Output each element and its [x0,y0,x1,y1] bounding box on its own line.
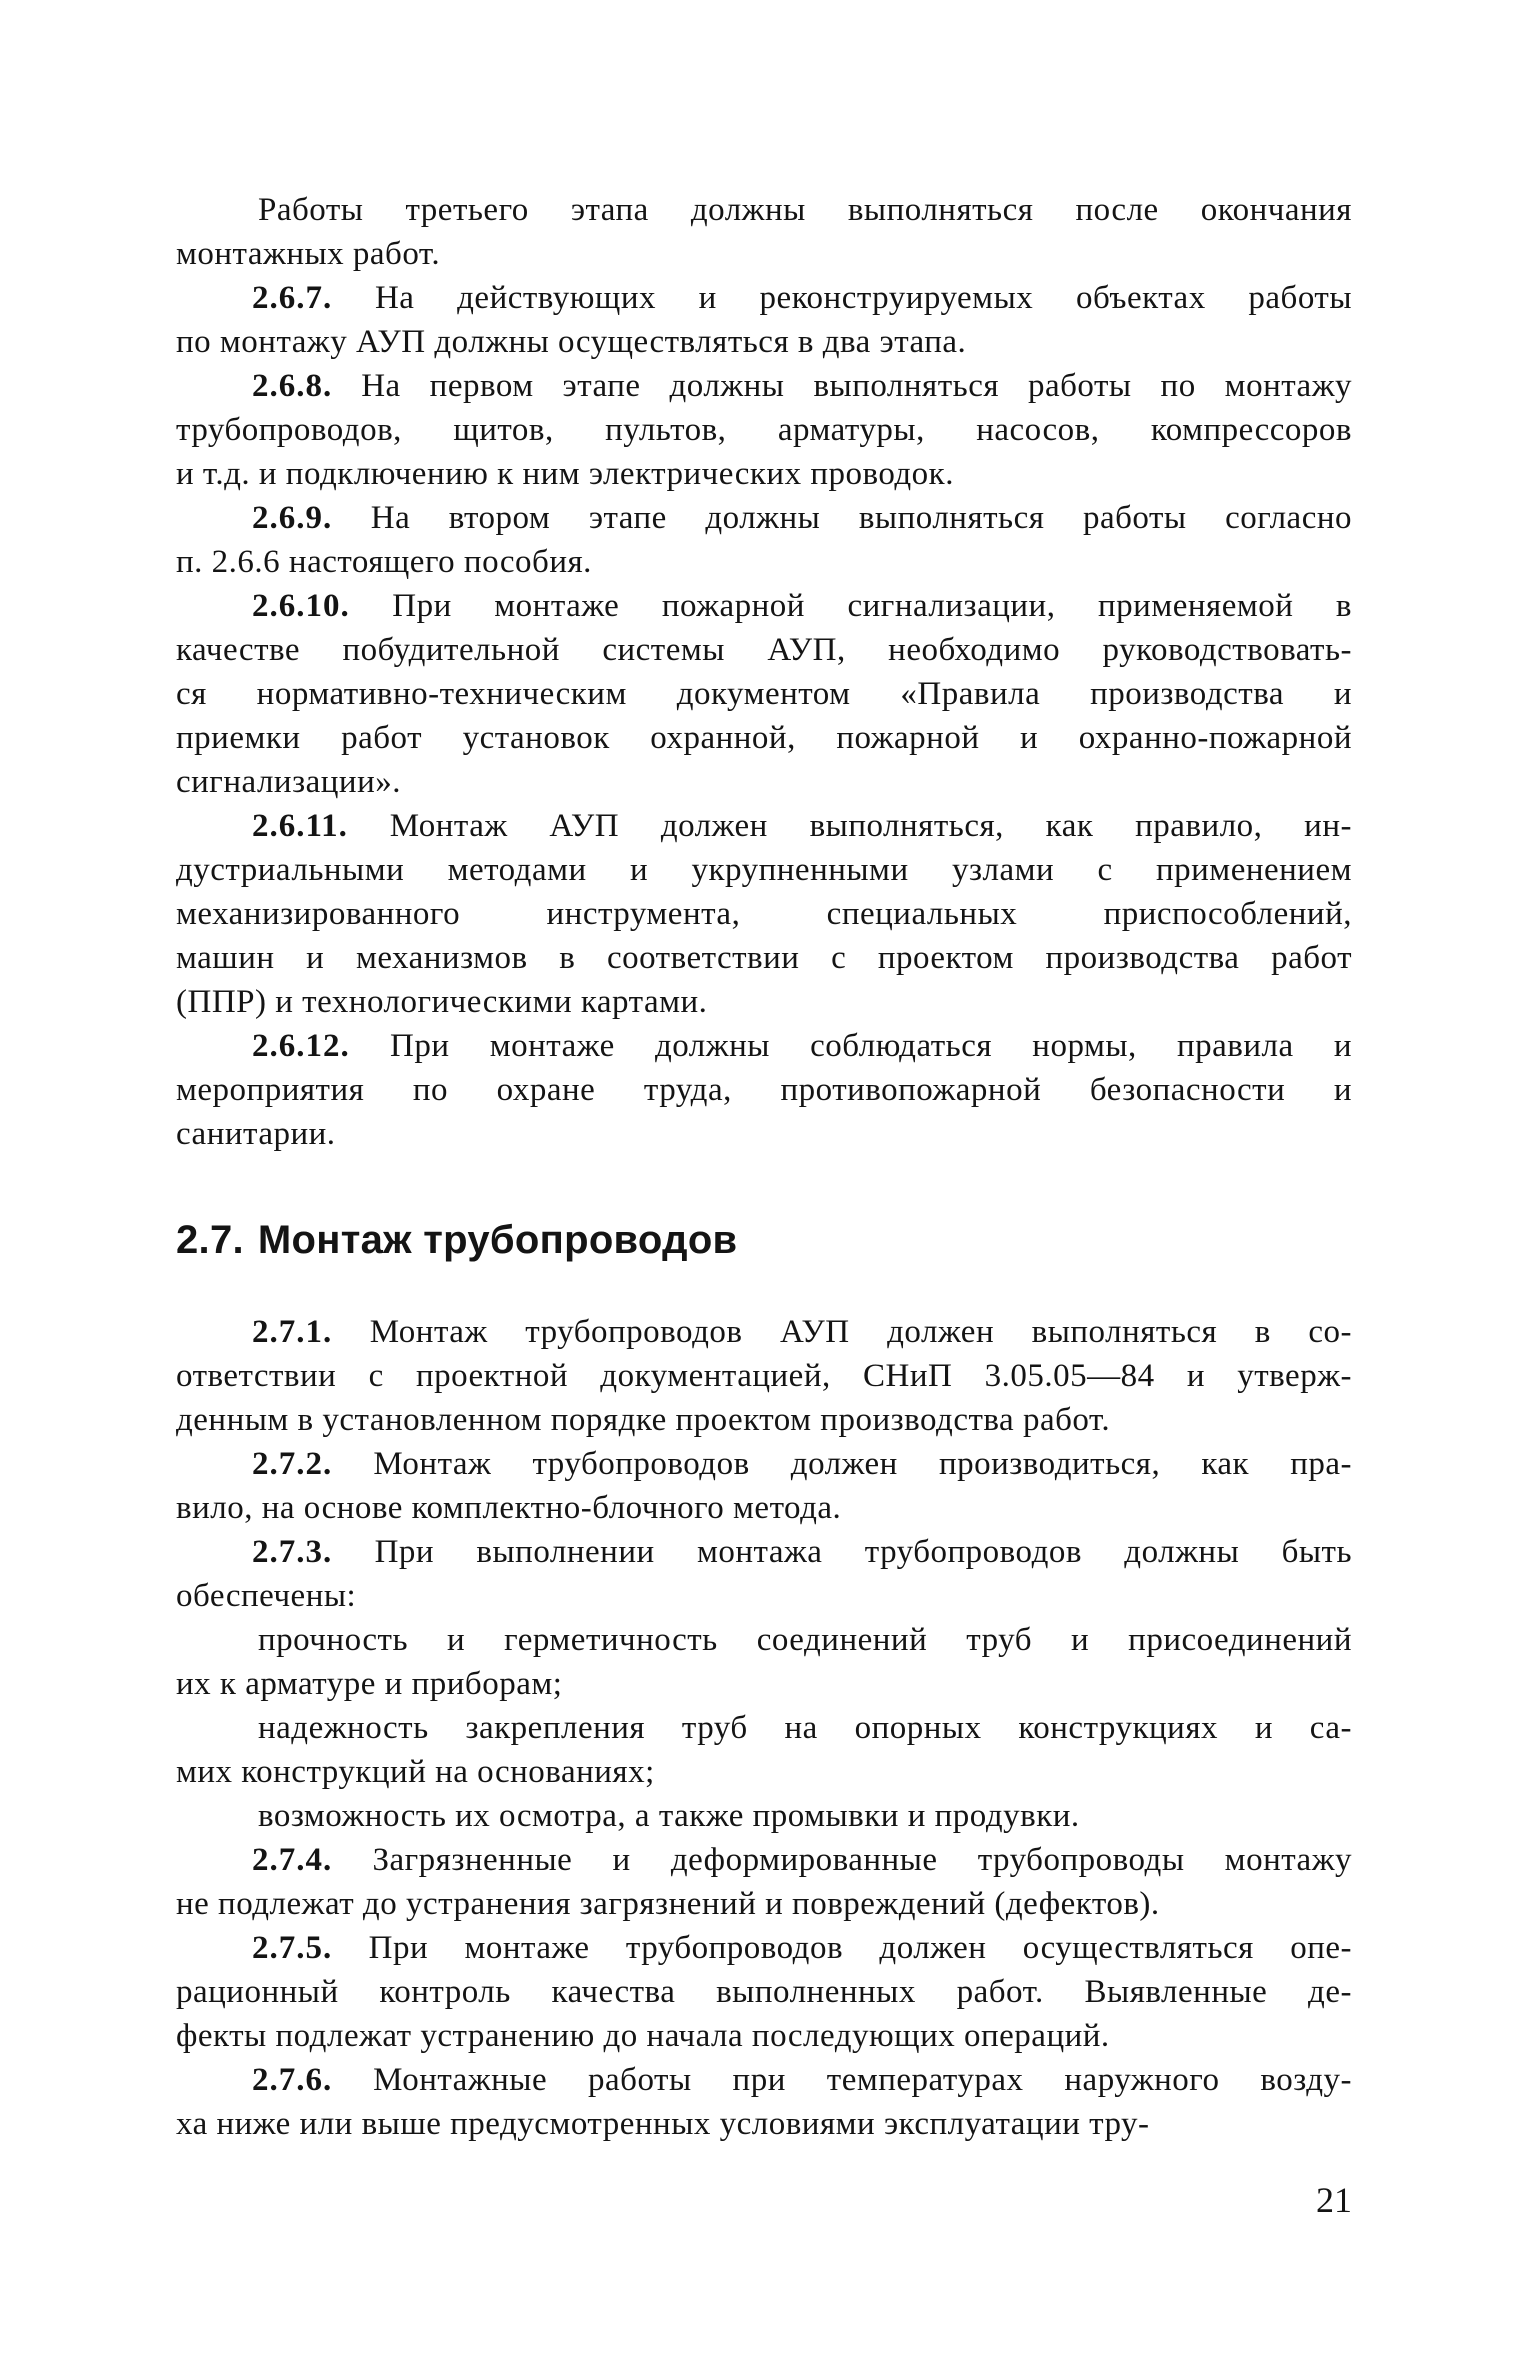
line-text: возможность их осмотра, а также промывки и продувки. [258,1798,1080,1834]
text-line [176,1112,1352,1156]
line-text: Монтаж трубопроводов АУП должен выполняться в со- [369,1314,1352,1350]
text-line [176,1882,1352,1926]
line-text: рационный контроль качества выполненных работ. Выявленные де- [176,1974,1352,2010]
paragraph [176,276,1352,364]
line-text: вило, на основе комплектно-блочного метода. [176,1490,842,1526]
text-line [176,1706,1352,1750]
line-text: мероприятия по охране труда, противопожарной безопасности и [176,1072,1352,1108]
line-text: не подлежат до устранения загрязнений и повреждений (дефектов). [176,1886,1160,1922]
text-line [176,1442,1352,1486]
text-line [176,1398,1352,1442]
line-text: прочность и герметичность соединений труб и присоединений [258,1622,1352,1658]
line-text: На первом этапе должны выполняться работы по монтажу [361,368,1352,404]
text-line [176,628,1352,672]
line-text: монтажных работ. [176,236,441,272]
paragraph-number: 2.7.6. [252,2062,333,2098]
line-text: механизированного инструмента, специальных приспособлений, [176,896,1352,932]
line-text: (ППР) и технологическими картами. [176,984,708,1020]
text-line [176,936,1352,980]
line-text: На втором этапе должны выполняться работы согласно [370,500,1352,536]
line-text: Монтаж АУП должен выполняться, как правило, ин- [389,808,1352,844]
section-heading [176,1214,1352,1266]
text-line [176,1574,1352,1618]
text-line [176,1068,1352,1112]
paragraph [176,1024,1352,1156]
line-text: Монтажные работы при температурах наружного возду- [373,2062,1352,2098]
line-text: п. 2.6.6 настоящего пособия. [176,544,592,580]
line-text: При монтаже должны соблюдаться нормы, правила и [389,1028,1352,1064]
line-text: При монтаже трубопроводов должен осуществляться опе- [368,1930,1352,1966]
line-text: и т.д. и подключению к ним электрических проводок. [176,456,954,492]
line-text: сигнализации». [176,764,401,800]
text-line [176,1838,1352,1882]
text-line [176,760,1352,804]
paragraph [176,364,1352,496]
paragraph [176,2058,1352,2146]
line-text: Загрязненные и деформированные трубопроводы монтажу [372,1842,1352,1878]
paragraph-number: 2.7.2. [252,1446,333,1482]
paragraph [176,1794,1352,1838]
paragraph [176,188,1352,276]
line-text: дустриальными методами и укрупненными узлами с применением [176,852,1352,888]
line-text: надежность закрепления труб на опорных конструкциях и са- [258,1710,1352,1746]
text-line [176,672,1352,716]
paragraph [176,1618,1352,1706]
paragraph [176,1530,1352,1618]
page-number: 21 [1316,2180,1352,2220]
text-line [176,1310,1352,1354]
paragraph-number: 2.6.7. [252,280,333,316]
paragraph [176,804,1352,1024]
paragraph-number: 2.7.1. [252,1314,333,1350]
text-line [176,276,1352,320]
text-line [176,980,1352,1024]
text-line [176,848,1352,892]
paragraph [176,1310,1352,1442]
section-number: 2.7. [176,1218,244,1262]
line-text: качестве побудительной системы АУП, необходимо руководствовать- [176,632,1352,668]
text-line [176,1530,1352,1574]
line-text: их к арматуре и приборам; [176,1666,563,1702]
text-line [176,1750,1352,1794]
line-text: ответствии с проектной документацией, СНиП 3.05.05—84 и утверж- [176,1358,1352,1394]
paragraph-number: 2.6.9. [252,500,333,536]
text-line [176,540,1352,584]
paragraph-number: 2.6.8. [252,368,333,404]
text-line [176,584,1352,628]
text-line [176,1354,1352,1398]
text-line [176,1970,1352,2014]
line-text: обеспечены: [176,1578,357,1614]
text-line [176,496,1352,540]
text-line [176,892,1352,936]
paragraph [176,1838,1352,1926]
paragraph [176,584,1352,804]
text-line [176,320,1352,364]
line-text: ся нормативно-техническим документом «Правила производства и [176,676,1352,712]
text-line [176,2014,1352,2058]
text-line [176,804,1352,848]
text-line [176,2058,1352,2102]
line-text: санитарии. [176,1116,336,1152]
line-text: мих конструкций на основаниях; [176,1754,655,1790]
line-text: Работы третьего этапа должны выполняться после окончания [258,192,1352,228]
line-text: ха ниже или выше предусмотренных условиями эксплуатации тру- [176,2106,1150,2142]
text-line [176,452,1352,496]
document-page [176,188,1352,2146]
paragraph-number: 2.6.10. [252,588,350,624]
text-line [176,1794,1352,1838]
text-line [176,716,1352,760]
line-text: машин и механизмов в соответствии с проектом производства работ [176,940,1352,976]
line-text: по монтажу АУП должны осуществляться в два этапа. [176,324,967,360]
line-text: При монтаже пожарной сигнализации, применяемой в [392,588,1352,624]
text-line [176,1926,1352,1970]
text-line [176,1024,1352,1068]
paragraphs-top [176,188,1352,1156]
line-text: Монтаж трубопроводов должен производиться, как пра- [373,1446,1352,1482]
line-text: На действующих и реконструируемых объектах работы [374,280,1352,316]
text-line [176,188,1352,232]
line-text: денным в установленном порядке проектом производства работ. [176,1402,1111,1438]
text-line [176,408,1352,452]
paragraph [176,1926,1352,2058]
text-line [176,364,1352,408]
paragraphs-bottom [176,1310,1352,2146]
line-text: приемки работ установок охранной, пожарной и охранно-пожарной [176,720,1352,756]
paragraph-number: 2.6.12. [252,1028,350,1064]
section-title: Монтаж трубопроводов [257,1218,738,1262]
text-line [176,2102,1352,2146]
paragraph-number: 2.7.3. [252,1534,333,1570]
text-line [176,232,1352,276]
paragraph-number: 2.7.4. [252,1842,333,1878]
paragraph [176,496,1352,584]
text-line [176,1486,1352,1530]
line-text: трубопроводов, щитов, пультов, арматуры, насосов, компрессоров [176,412,1352,448]
paragraph-number: 2.6.11. [252,808,348,844]
paragraph [176,1706,1352,1794]
text-line [176,1662,1352,1706]
line-text: фекты подлежат устранению до начала последующих операций. [176,2018,1110,2054]
line-text: При выполнении монтажа трубопроводов должны быть [374,1534,1352,1570]
paragraph [176,1442,1352,1530]
text-line [176,1618,1352,1662]
paragraph-number: 2.7.5. [252,1930,333,1966]
